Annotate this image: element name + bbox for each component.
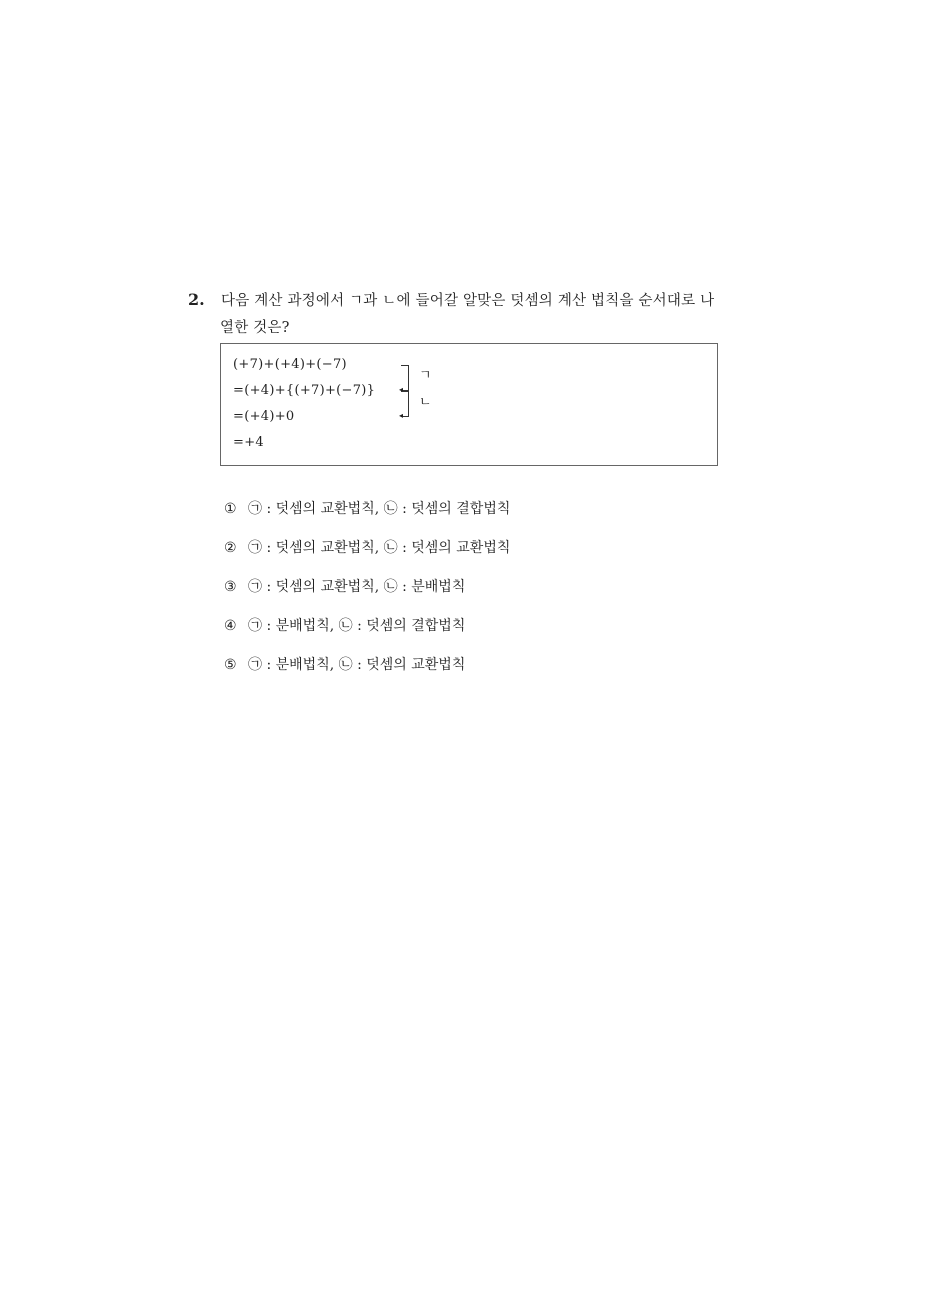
step-label-giyeok: ㄱ: [419, 368, 432, 383]
choice-1[interactable]: [224, 498, 510, 520]
choice-number: ④: [224, 618, 237, 634]
choice-text: ㉠ : 덧셈의 교환법칙, ㉡ : 덧셈의 교환법칙: [248, 540, 511, 556]
choice-text: ㉠ : 분배법칙, ㉡ : 덧셈의 결합법칙: [248, 618, 466, 634]
question-text: [220, 288, 751, 336]
choice-number: ②: [224, 540, 237, 556]
arrow-icon: ◂: [399, 385, 404, 394]
choice-5[interactable]: [224, 654, 465, 676]
calculation-line: (+7)+(+4)+(−7): [233, 357, 347, 372]
choice-2[interactable]: [224, 537, 510, 559]
choice-4[interactable]: [224, 615, 465, 637]
choice-number: ③: [224, 579, 237, 595]
question-text-line1: 다음 계산 과정에서 ㄱ과 ㄴ에 들어갈 알맞은 덧셈의 계산 법칙을 순서대로 나: [221, 293, 715, 309]
arrow-icon: ◂: [399, 411, 404, 420]
question-number: 2.: [188, 290, 205, 309]
question-text-line2: 열한 것은?: [220, 320, 290, 336]
calculation-line: =+4: [233, 435, 264, 450]
calculation-box: [220, 343, 718, 466]
calculation-line: =(+4)+0: [233, 409, 295, 424]
choice-text: ㉠ : 덧셈의 교환법칙, ㉡ : 분배법칙: [248, 579, 466, 595]
choice-number: ⑤: [224, 657, 237, 673]
calculation-line: =(+4)+{(+7)+(−7)}: [233, 383, 376, 398]
choice-number: ①: [224, 501, 237, 517]
choice-3[interactable]: [224, 576, 465, 598]
choice-text: ㉠ : 분배법칙, ㉡ : 덧셈의 교환법칙: [248, 657, 466, 673]
choice-text: ㉠ : 덧셈의 교환법칙, ㉡ : 덧셈의 결합법칙: [248, 501, 511, 517]
step-label-nieun: ㄴ: [419, 395, 432, 410]
